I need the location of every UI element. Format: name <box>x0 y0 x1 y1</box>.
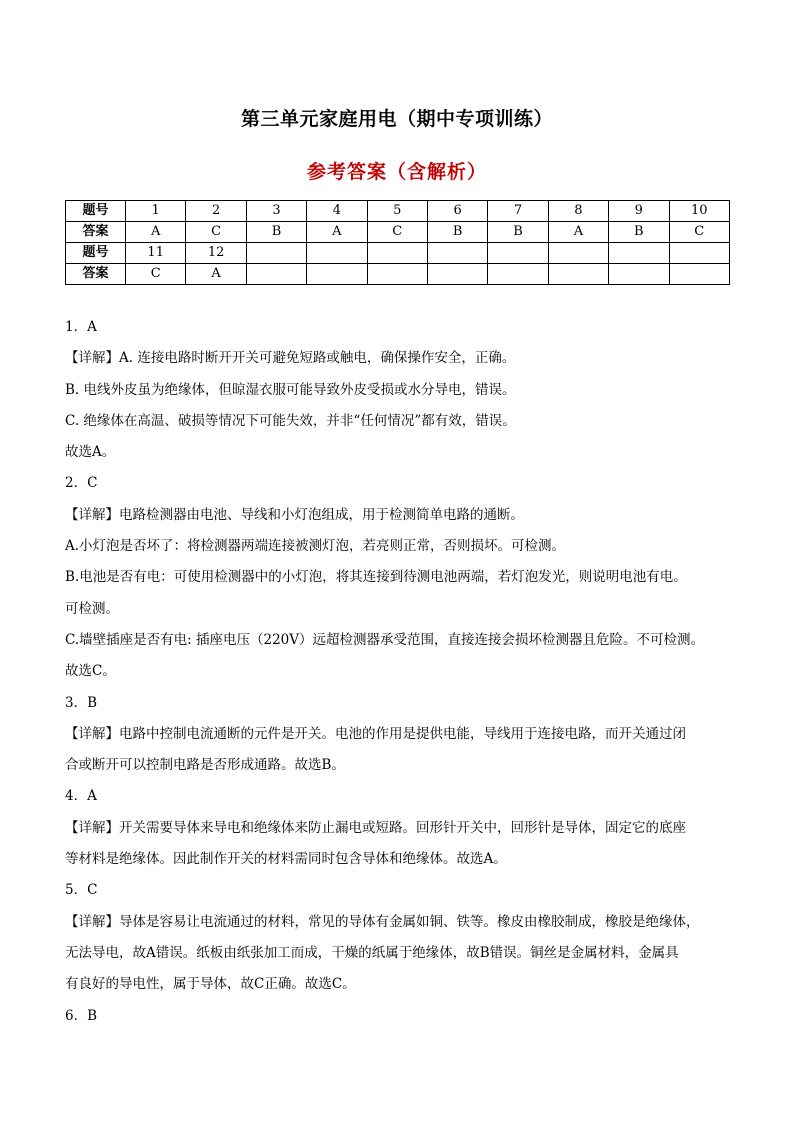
explanation-line: B.电池是否有电：可使用检测器中的小灯泡，将其连接到待测电池两端，若灯泡发光，则说明电池有电。 <box>65 569 687 586</box>
table-cell: C <box>367 222 427 243</box>
table-cell: B <box>488 222 548 243</box>
table-cell: A <box>186 264 246 285</box>
table-row-header: 答案 <box>66 222 126 243</box>
explanation-line: 【详解】导体是容易让电流通过的材料，常见的导体有金属如铜、铁等。橡皮由橡胶制成，橡胶是绝缘体， <box>65 913 700 930</box>
explanation-line: 等材料是绝缘体。因此制作开关的材料需同时包含导体和绝缘体。故选A。 <box>65 851 507 868</box>
explanation-line: 可检测。 <box>65 600 119 617</box>
explanation-line: B. 电线外皮虽为绝缘体，但晾湿衣服可能导致外皮受损或水分导电，错误。 <box>65 381 516 398</box>
table-cell <box>246 264 306 285</box>
table-cell: 10 <box>669 201 729 222</box>
question-answer-heading: 2．C <box>65 475 98 492</box>
table-cell: B <box>246 222 306 243</box>
explanation-line: C. 绝缘体在高温、破损等情况下可能失效，并非“任何情况”都有效，错误。 <box>65 412 516 429</box>
question-answer-heading: 1．A <box>65 319 97 335</box>
table-row <box>66 264 730 285</box>
answer-table <box>65 200 730 285</box>
table-row-header: 题号 <box>66 243 126 264</box>
explanation-line: 【详解】开关需要导体来导电和绝缘体来防止漏电或短路。回形针开关中，回形针是导体，固定它的底座 <box>65 819 686 836</box>
table-cell: 3 <box>246 201 306 222</box>
explanations <box>65 312 735 1032</box>
table-cell: C <box>669 222 729 243</box>
table-cell: 12 <box>186 243 246 264</box>
table-cell <box>548 264 608 285</box>
table-cell: A <box>307 222 367 243</box>
table-cell: 7 <box>488 201 548 222</box>
table-cell: 5 <box>367 201 427 222</box>
table-cell <box>246 243 306 264</box>
table-cell: C <box>186 222 246 243</box>
table-cell: B <box>609 222 669 243</box>
explanation-line: C.墙壁插座是否有电: 插座电压（220V）远超检测器承受范围，直接连接会损坏检测器且危险。不可检测。 <box>65 631 704 648</box>
table-cell: 2 <box>186 201 246 222</box>
table-row <box>66 243 730 264</box>
table-cell: 8 <box>548 201 608 222</box>
table-cell: 9 <box>609 201 669 222</box>
table-row-header: 题号 <box>66 201 126 222</box>
table-row <box>66 201 730 222</box>
table-cell: B <box>427 222 487 243</box>
explanation-line: 故选C。 <box>65 663 116 680</box>
table-cell <box>367 264 427 285</box>
table-cell: 4 <box>307 201 367 222</box>
document-title: 第三单元家庭用电（期中专项训练） <box>240 108 553 130</box>
table-cell: 1 <box>126 201 186 222</box>
explanation-line: 合或断开可以控制电路是否形成通路。故选B。 <box>65 757 345 774</box>
table-cell <box>367 243 427 264</box>
table-cell: A <box>548 222 608 243</box>
table-cell <box>609 243 669 264</box>
table-cell <box>427 243 487 264</box>
table-cell <box>488 243 548 264</box>
explanation-line: 无法导电，故A错误。纸板由纸张加工而成，干燥的纸属于绝缘体，故B错误。铜丝是金属材料，金属具 <box>65 944 679 961</box>
explanation-line: A.小灯泡是否坏了：将检测器两端连接被测灯泡，若亮则正常，否则损坏。可检测。 <box>65 538 566 555</box>
table-cell <box>609 264 669 285</box>
explanation-line: 有良好的导电性，属于导体，故C正确。故选C。 <box>65 976 356 993</box>
table-cell <box>488 264 548 285</box>
table-cell <box>307 264 367 285</box>
explanation-line: 【详解】电路检测器由电池、导线和小灯泡组成，用于检测简单电路的通断。 <box>65 506 524 523</box>
table-cell: A <box>126 222 186 243</box>
table-cell <box>548 243 608 264</box>
explanation-line: 故选A。 <box>65 444 116 461</box>
question-answer-heading: 4．A <box>65 788 97 805</box>
table-cell <box>669 243 729 264</box>
table-cell <box>669 264 729 285</box>
question-answer-heading: 3．B <box>65 694 98 711</box>
question-answer-heading: 6．B <box>65 1007 98 1024</box>
table-cell <box>427 264 487 285</box>
explanation-line: 【详解】电路中控制电流通断的元件是开关。电池的作用是提供电能，导线用于连接电路，而开关通过闭 <box>65 725 686 742</box>
question-answer-heading: 5．C <box>65 882 98 899</box>
table-row-header: 答案 <box>66 264 126 285</box>
table-cell <box>307 243 367 264</box>
answer-key-subtitle: 参考答案（含解析） <box>306 161 487 183</box>
table-cell: 11 <box>126 243 186 264</box>
table-cell: 6 <box>427 201 487 222</box>
table-cell: C <box>126 264 186 285</box>
explanation-line: 【详解】A. 连接电路时断开开关可避免短路或触电，确保操作安全，正确。 <box>65 350 516 367</box>
table-row <box>66 222 730 243</box>
